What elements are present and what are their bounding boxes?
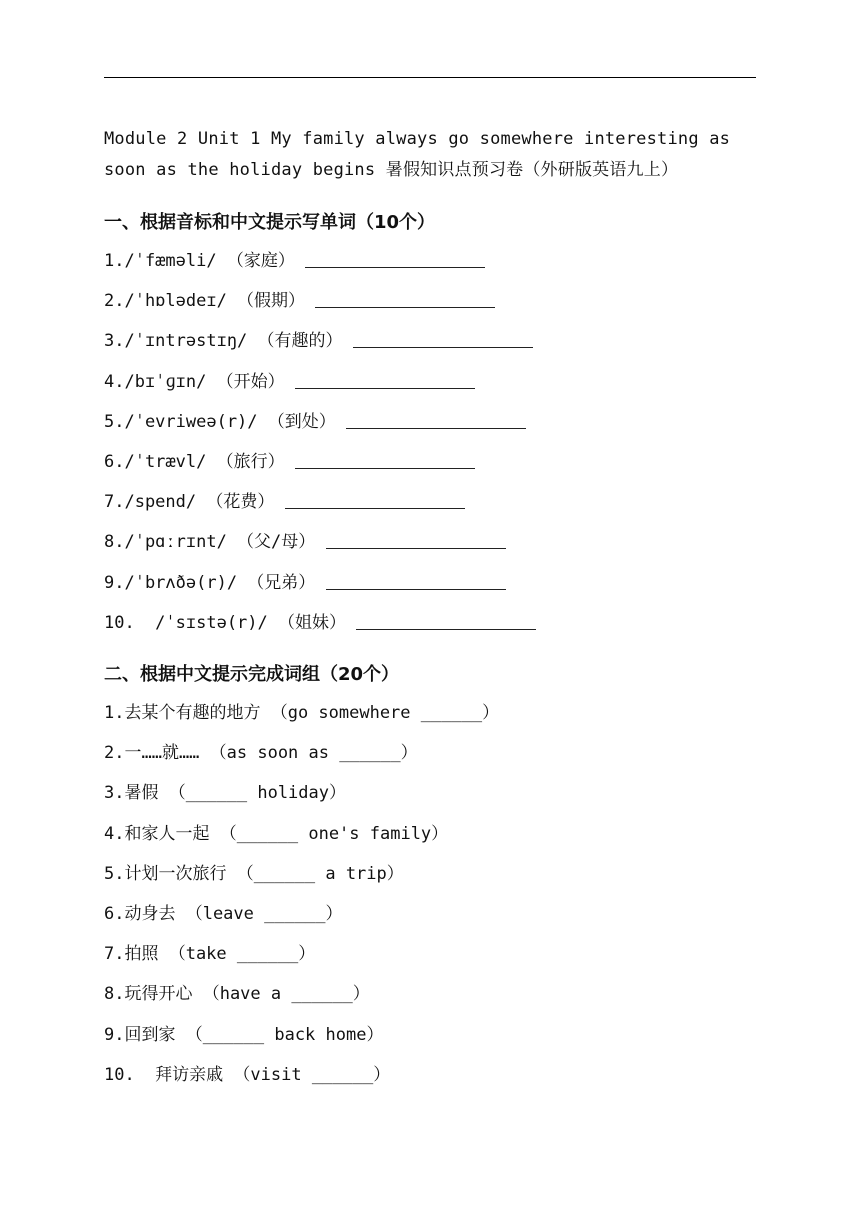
section-1-list	[104, 241, 764, 643]
list-item: 10. 拜访亲戚 （visit ______）	[104, 1064, 391, 1085]
list-item: 1./ˈfæməli/ （家庭）	[104, 241, 764, 281]
list-item: 4.和家人一起 （______ one's family）	[104, 823, 449, 844]
answer-blank[interactable]	[353, 329, 533, 348]
list-item: 1.去某个有趣的地方 （go somewhere ______）	[104, 703, 500, 723]
list-item: 4./bɪˈɡɪn/ （开始）	[104, 362, 764, 402]
answer-blank[interactable]	[356, 611, 536, 630]
list-item: 9./ˈbrʌðə(r)/ （兄弟）	[104, 563, 764, 603]
list-item: 8./ˈpɑːrɪnt/ （父/母）	[104, 522, 764, 562]
list-item: 10. /ˈsɪstə(r)/ （姐妹）	[104, 603, 764, 643]
list-item: 6./ˈtrævl/ （旅行）	[104, 442, 764, 482]
header-rule	[104, 77, 756, 78]
section-1-heading: 一、根据音标和中文提示写单词（10个）	[104, 212, 436, 233]
answer-blank[interactable]	[285, 490, 465, 509]
list-item: 2./ˈhɒlədeɪ/ （假期）	[104, 281, 764, 321]
section-2-heading: 二、根据中文提示完成词组（20个）	[104, 664, 400, 685]
answer-blank[interactable]	[295, 370, 475, 389]
list-item: 7.拍照 （take ______）	[104, 944, 316, 965]
answer-blank[interactable]	[346, 410, 526, 429]
list-item: 3./ˈɪntrəstɪŋ/ （有趣的）	[104, 321, 764, 361]
list-item: 9.回到家 （______ back home）	[104, 1024, 384, 1045]
list-item: 7./spend/ （花费）	[104, 482, 764, 522]
worksheet-title: Module 2 Unit 1 My family always go somewhere interesting as soon as the holiday begins 暑假知识点预习卷（外研版英语九上）	[104, 129, 741, 180]
section-2-list	[104, 693, 764, 1095]
list-item: 3.暑假 （______ holiday）	[104, 783, 346, 804]
list-item: 5./ˈevriweə(r)/ （到处）	[104, 402, 764, 442]
answer-blank[interactable]	[326, 571, 506, 590]
answer-blank[interactable]	[305, 249, 485, 268]
list-item: 6.动身去 （leave ______）	[104, 903, 343, 924]
answer-blank[interactable]	[295, 450, 475, 469]
answer-blank[interactable]	[326, 530, 506, 549]
list-item: 5.计划一次旅行 （______ a trip）	[104, 863, 404, 884]
list-item: 2.一……就…… （as soon as ______）	[104, 743, 418, 764]
answer-blank[interactable]	[315, 289, 495, 308]
list-item: 8.玩得开心 （have a ______）	[104, 984, 370, 1005]
